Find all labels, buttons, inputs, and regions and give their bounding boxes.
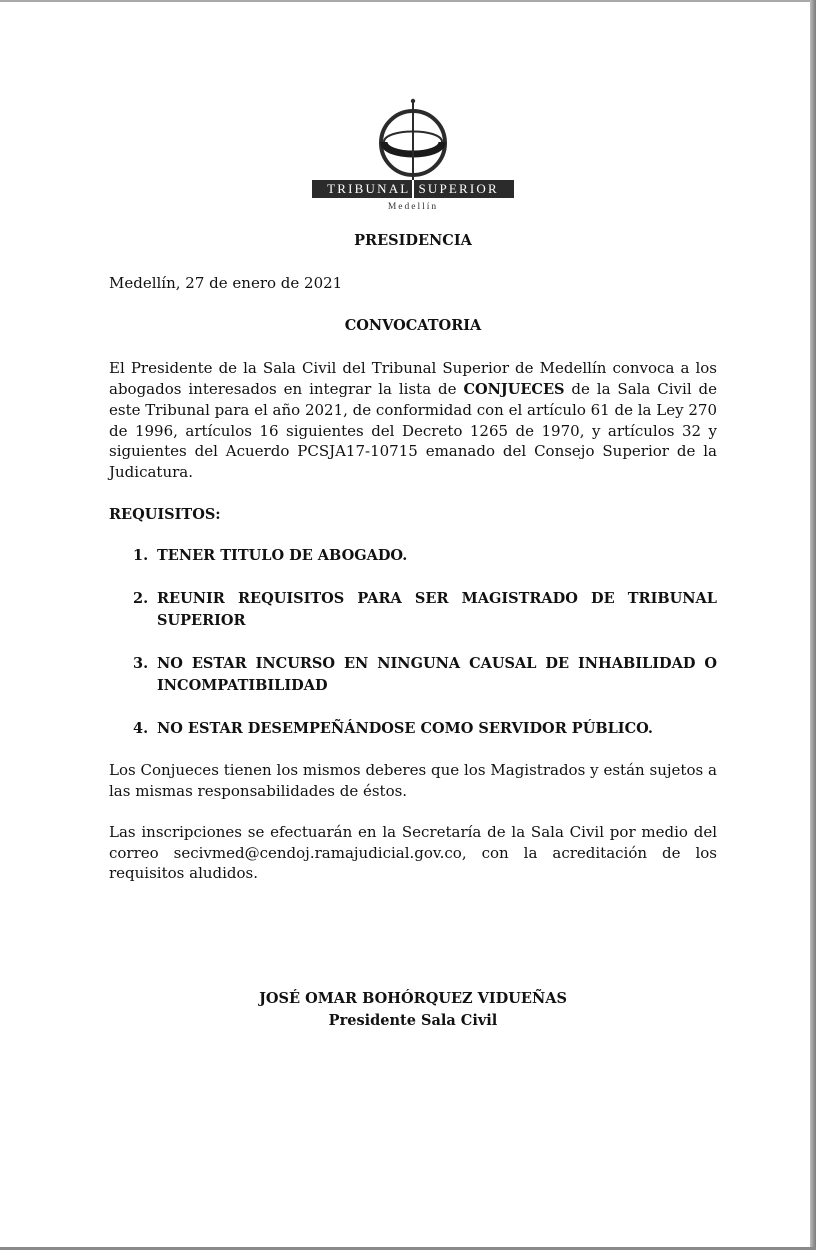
duties-paragraph: Los Conjueces tienen los mismos deberes que los Magistrados y están sujetos a las mismas responsabilidades de éstos. (109, 761, 717, 800)
requirement-item (133, 588, 717, 632)
requirement-item (133, 653, 717, 697)
tribunal-superior-seal-icon (310, 96, 516, 180)
document-title: CONVOCATORIA (344, 317, 482, 334)
requirement-item (133, 718, 717, 740)
logo-separator (412, 180, 414, 198)
requirements-label: REQUISITOS: (109, 506, 221, 523)
logo-name-right: SUPERIOR (418, 181, 499, 196)
requirement-number: 1. (133, 547, 149, 564)
requirement-number: 4. (133, 720, 149, 737)
requirement-number: 2. (133, 590, 149, 607)
intro-text-after: de la Sala Civil de este Tribunal para el año 2021, de conformidad con el artículo 61 de la Ley 270 de 1996, artículos 16 siguientes del Decreto 1265 de 1970, y artículos 32 y siguientes del Acuerdo PCSJA17-10715 emanado del Consejo Superior de la Judicatura. (109, 379, 718, 481)
logo-name-left: TRIBUNAL (327, 181, 411, 196)
intro-text-before: El Presidente de la Sala Civil del Tribunal Superior de Medellín convoca a los abogados interesados en integrar la lista de (109, 359, 717, 398)
requirement-text: TENER TITULO DE ABOGADO. (157, 547, 408, 564)
page-border-top (0, 0, 816, 2)
registration-paragraph: Las inscripciones se efectuarán en la Secretaría de la Sala Civil por medio del correo secivmed@cendoj.ramajudicial.gov.co, con la acreditación de los requisitos aludidos. (109, 823, 717, 883)
page-shadow-right (810, 0, 816, 1250)
intro-paragraph (109, 358, 717, 483)
requirement-text: NO ESTAR DESEMPEÑÁNDOSE COMO SERVIDOR PÚBLICO. (157, 720, 653, 737)
requirement-item (133, 545, 717, 567)
requirement-text: REUNIR REQUISITOS PARA SER MAGISTRADO DE TRIBUNAL SUPERIOR (157, 590, 717, 629)
letterhead-logo (310, 96, 516, 216)
date-line: Medellín, 27 de enero de 2021 (109, 274, 343, 292)
requirement-text: NO ESTAR INCURSO EN NINGUNA CAUSAL DE INHABILIDAD O INCOMPATIBILIDAD (157, 655, 717, 694)
signatory-role: Presidente Sala Civil (328, 1012, 498, 1029)
signatory-name: JOSÉ OMAR BOHÓRQUEZ VIDUEÑAS (259, 990, 567, 1007)
logo-city: Medellín (387, 202, 439, 212)
requirement-number: 3. (133, 655, 149, 672)
intro-emphasis: CONJUECES (463, 380, 565, 398)
logo-institution-name (312, 180, 514, 198)
office-heading: PRESIDENCIA (354, 232, 472, 249)
